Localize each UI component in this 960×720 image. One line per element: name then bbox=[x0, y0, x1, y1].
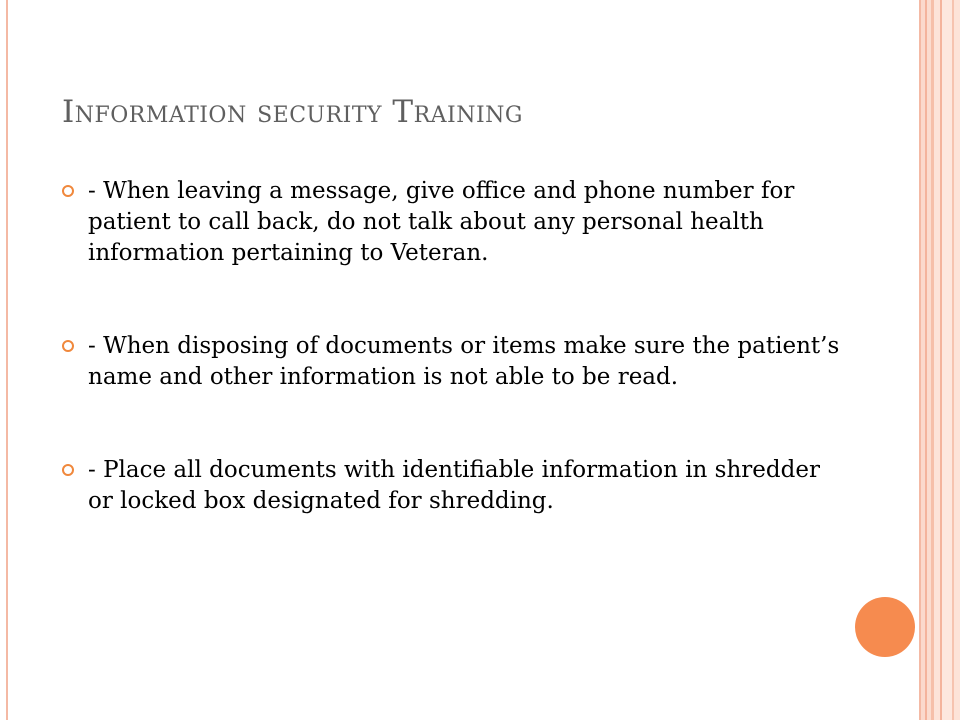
bullet-text: - When disposing of documents or items make sure the patient’s name and other information is not able to be read. bbox=[88, 333, 840, 390]
bullet-list bbox=[62, 176, 852, 517]
ring-bullet-icon bbox=[62, 464, 74, 476]
bullet-item bbox=[62, 331, 852, 393]
bullet-item bbox=[62, 455, 852, 517]
slide-title: Information security Training bbox=[62, 94, 523, 130]
decorative-stripe bbox=[942, 0, 952, 720]
bullet-item bbox=[62, 176, 852, 269]
ring-bullet-icon bbox=[62, 340, 74, 352]
decorative-stripe bbox=[954, 0, 960, 720]
ring-bullet-icon bbox=[62, 185, 74, 197]
bullet-text: - When leaving a message, give office and phone number for patient to call back, do not talk about any personal health information pertaining to Veteran. bbox=[88, 178, 795, 266]
bullet-text: - Place all documents with identifiable information in shredder or locked box designated for shredding. bbox=[88, 457, 820, 514]
orange-circle-decoration bbox=[855, 597, 915, 657]
